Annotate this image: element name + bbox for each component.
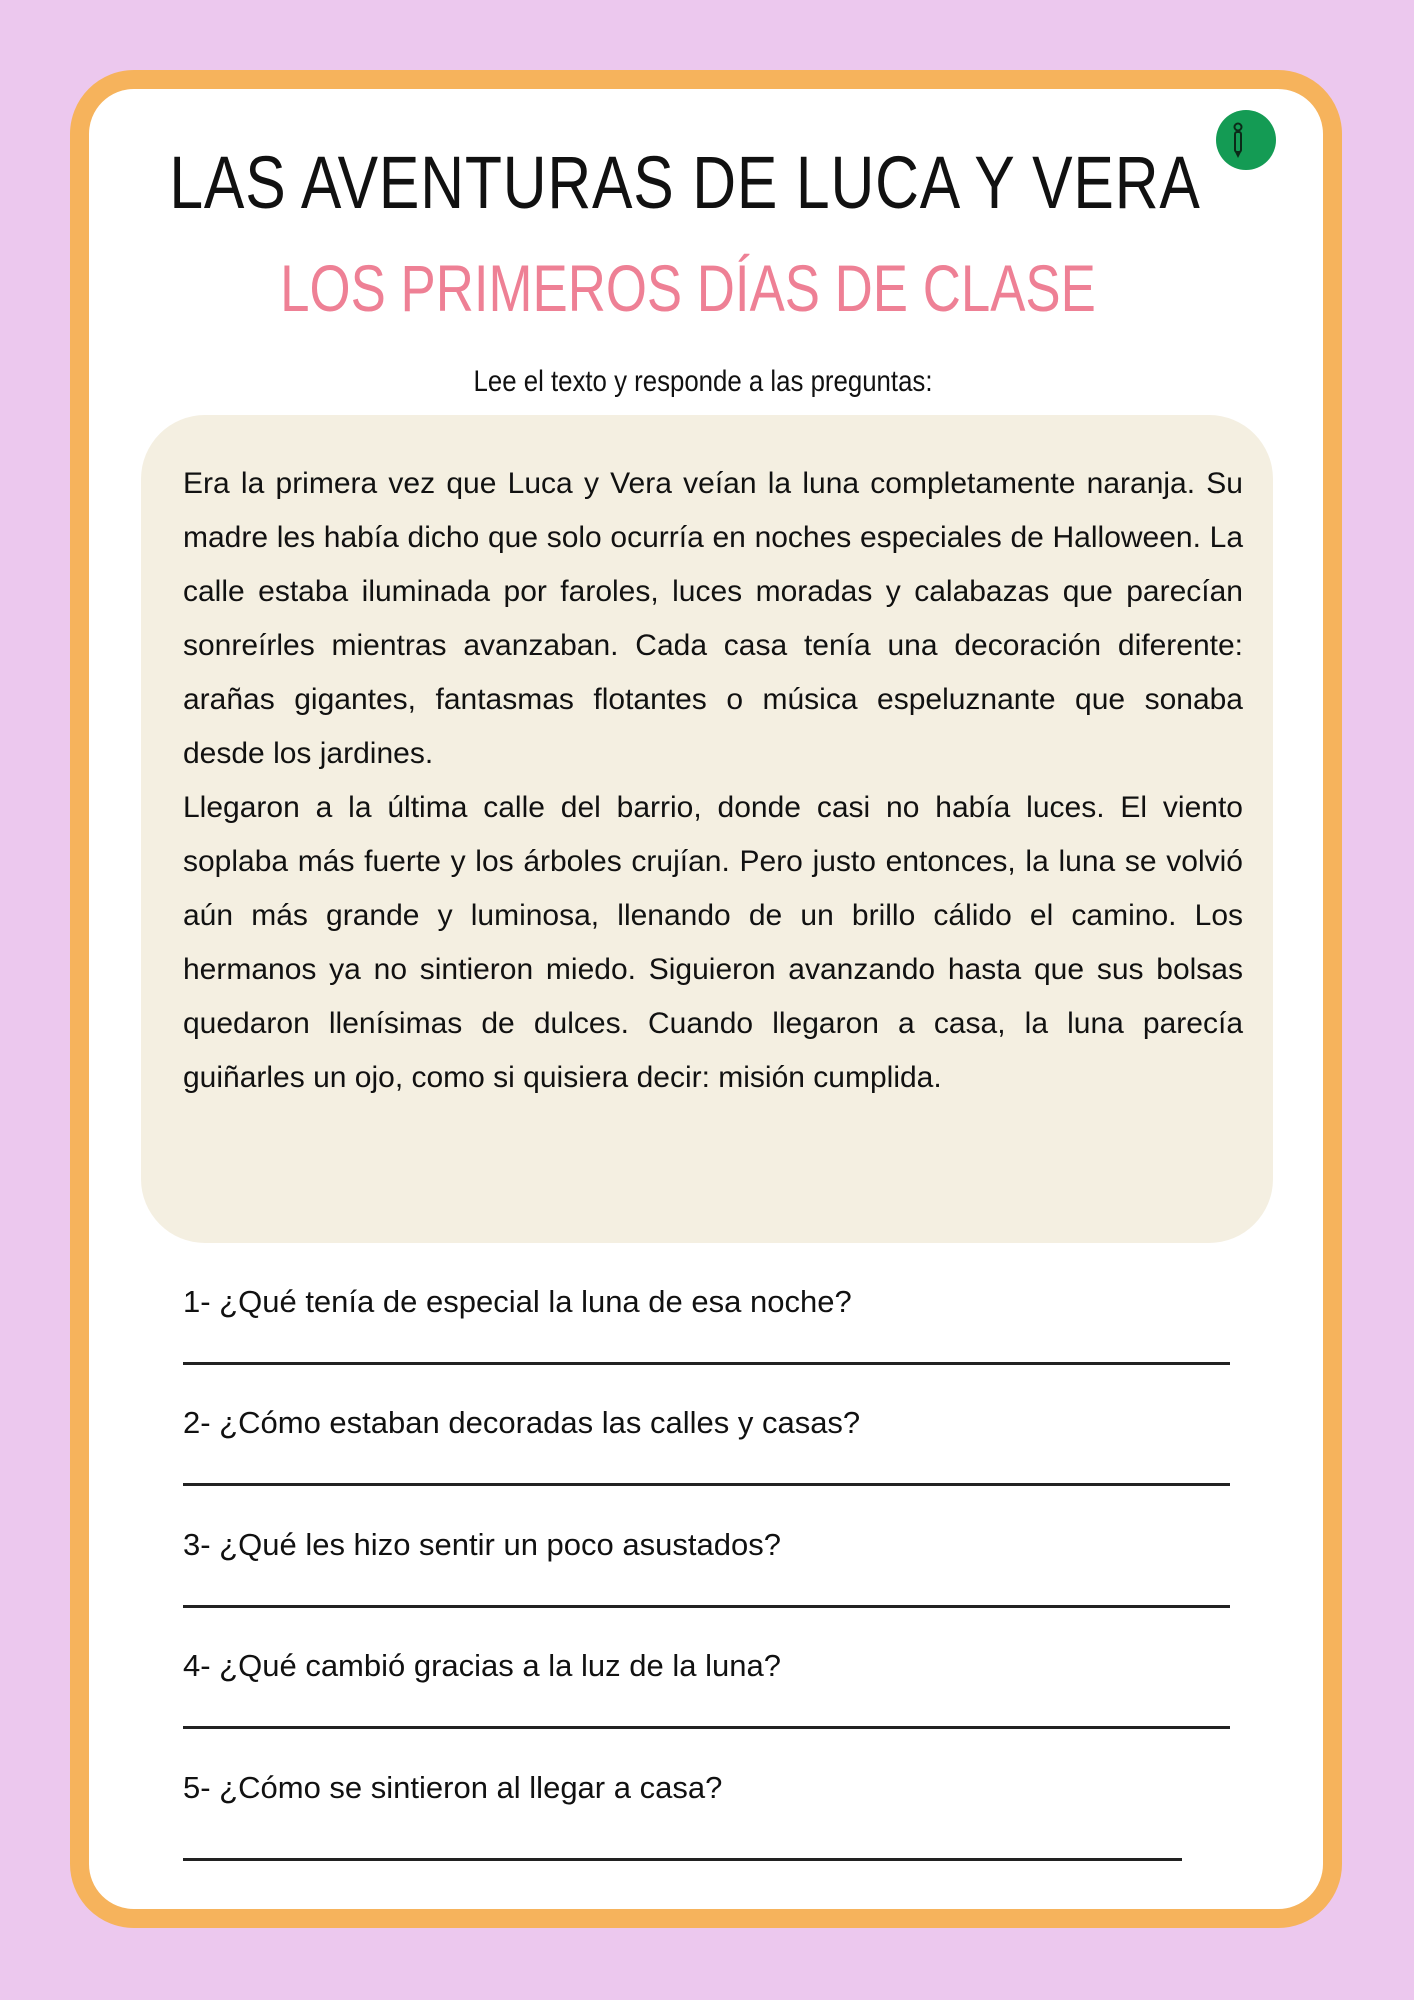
worksheet-subtitle: LOS PRIMEROS DÍAS DE CLASE (280, 251, 1096, 325)
answer-line-5[interactable] (183, 1858, 1182, 1861)
question-4: 4- ¿Qué cambió gracias a la luz de la luna? (183, 1648, 781, 1683)
worksheet-title: LAS AVENTURAS DE LUCA Y VERA (169, 141, 1201, 224)
question-3: 3- ¿Qué les hizo sentir un poco asustados? (183, 1527, 781, 1562)
question-1: 1- ¿Qué tenía de especial la luna de esa noche? (183, 1284, 852, 1319)
reading-paragraph-1: Era la primera vez que Luca y Vera veían la luna completamente naranja. Su madre les había dicho que solo ocurría en noches especiales de Halloween. La calle estaba iluminada por faroles, luces moradas y calabazas que parecían sonreírles mientras avanzaban. Cada casa tenía una decoración diferente: arañas gigantes, fantasmas flotantes o música espeluznante que sonaba desde los jardines. (183, 467, 1243, 770)
reading-text-box (141, 415, 1273, 1243)
answer-line-1[interactable] (183, 1362, 1230, 1365)
question-2: 2- ¿Cómo estaban decoradas las calles y casas? (183, 1405, 861, 1440)
instruction-text: Lee el texto y responde a las preguntas: (473, 365, 933, 398)
answer-line-3[interactable] (183, 1605, 1230, 1608)
answer-line-4[interactable] (183, 1726, 1230, 1729)
question-5: 5- ¿Cómo se sintieron al llegar a casa? (183, 1770, 723, 1805)
reading-paragraph-2: Llegaron a la última calle del barrio, donde casi no había luces. El viento soplaba más fuerte y los árboles crujían. Pero justo entonces, la luna se volvió aún más grande y luminosa, llenando de un brillo cálido el camino. Los hermanos ya no sintieron miedo. Siguieron avanzando hasta que sus bolsas quedaron llenísimas de dulces. Cuando llegaron a casa, la luna parecía guiñarles un ojo, como si quisiera decir: misión cumplida. (183, 791, 1243, 1094)
answer-line-2[interactable] (183, 1483, 1230, 1486)
